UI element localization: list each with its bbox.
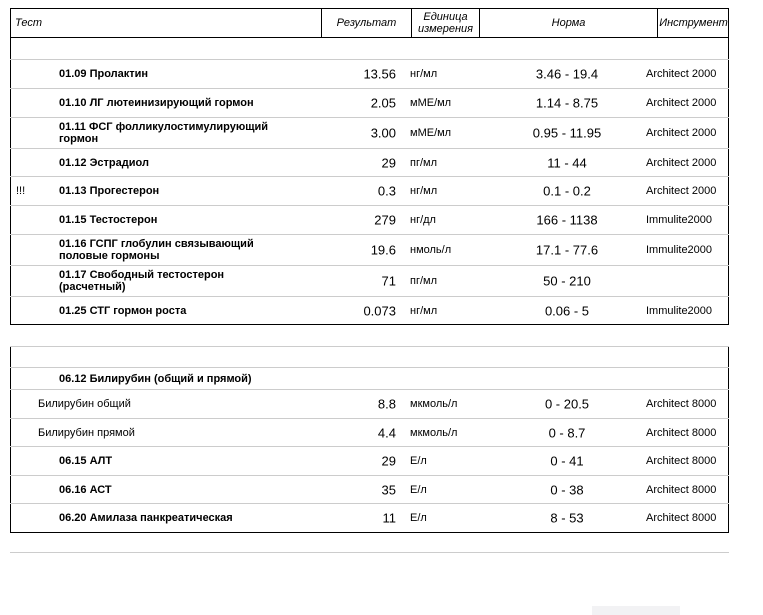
unit: мкмоль/л [410,398,458,410]
unit: нмоль/л [410,244,452,256]
biochemistry-section [10,346,729,533]
unit: нг/дл [410,214,436,226]
instrument: Immulite2000 [646,304,713,317]
test-name: 01.17 Свободный тестостерон (расчетный) [59,269,225,293]
instrument: Architect 8000 [646,455,717,467]
test-name: 01.09 Пролактин [59,68,149,80]
norm-range: 1.14 - 8.75 [535,95,599,111]
table-row [10,177,729,206]
header-instrument: Инструмент [657,9,729,37]
result-value: 71 [381,273,396,289]
norm-range: 166 - 1138 [536,212,598,228]
test-name: Билирубин общий [38,398,131,410]
blank-row [10,346,729,368]
instrument: Architect 8000 [646,512,717,524]
norm-range: 0 - 41 [550,453,584,469]
test-name: 01.10 ЛГ лютеинизирующий гормон [59,97,254,109]
header-result: Результат [321,9,411,37]
unit: мкмоль/л [410,426,458,439]
table-row [10,447,729,476]
test-name: 01.15 Тестостерон [59,214,158,226]
table-row [10,390,729,419]
result-value: 13.56 [363,66,396,82]
table-row [10,89,729,118]
test-name: 06.16 АСТ [59,483,112,496]
table-row [10,297,729,325]
result-value: 0.073 [363,303,396,318]
test-name: 06.20 Амилаза панкреатическая [59,512,233,524]
test-name: Билирубин прямой [38,426,135,439]
header-test: Тест [15,17,43,29]
result-value: 29 [381,453,396,469]
test-name: 01.13 Прогестерон [59,185,160,197]
unit: Е/л [410,455,427,467]
result-value: 3.00 [370,125,396,141]
table-row [10,419,729,447]
table-row [10,476,729,504]
blank-row [10,38,729,60]
signature-stamp [592,606,680,615]
test-name: 06.15 АЛТ [59,455,113,467]
instrument: Architect 2000 [646,68,717,80]
header-norm: Норма [479,9,657,37]
norm-range: 0.1 - 0.2 [543,183,591,199]
test-name: 01.11 ФСГ фолликулостимулирующий гормон [59,121,269,145]
unit: пг/мл [410,156,438,169]
norm-range: 8 - 53 [550,510,584,526]
test-name: 01.25 СТГ гормон роста [59,304,187,317]
table-header [10,8,729,38]
instrument: Architect 8000 [646,483,717,496]
norm-range: 0.06 - 5 [544,303,590,318]
test-name: 01.16 ГСПГ глобулин связывающий половые гормоны [59,238,254,262]
instrument: Immulite2000 [646,214,713,226]
table-row [10,235,729,266]
result-value: 2.05 [370,95,396,111]
table-row [10,206,729,235]
result-value: 35 [381,482,396,497]
instrument: Architect 8000 [646,426,717,439]
norm-range: 17.1 - 77.6 [535,242,599,258]
test-name: 01.12 Эстрадиол [59,156,149,169]
result-value: 19.6 [370,242,396,258]
instrument: Architect 2000 [646,97,717,109]
result-value: 11 [382,510,396,526]
header-unit: Единица измерения [411,9,479,37]
norm-range: 11 - 44 [547,155,587,170]
norm-range: 0.95 - 11.95 [532,125,602,141]
footer-divider [10,552,729,553]
result-value: 8.8 [377,396,396,412]
result-value: 0.3 [377,183,396,199]
instrument: Immulite2000 [646,244,713,256]
unit: Е/л [410,512,427,524]
hormone-section [10,38,729,325]
table-row [10,118,729,149]
table-row [10,266,729,297]
norm-range: 0 - 8.7 [548,425,586,440]
unit: нг/мл [410,185,438,197]
table-row [10,149,729,177]
result-value: 29 [381,155,396,170]
unit: нг/мл [410,304,438,317]
norm-range: 50 - 210 [543,273,591,289]
norm-range: 0 - 38 [550,482,584,497]
group-row [10,368,729,390]
unit: мМЕ/мл [410,127,452,139]
instrument: Architect 2000 [646,156,717,169]
table-row [10,504,729,533]
norm-range: 3.46 - 19.4 [535,66,599,82]
group-name: 06.12 Билирубин (общий и прямой) [59,372,252,385]
abnormal-flag: !!! [16,185,26,197]
unit: Е/л [410,483,427,496]
instrument: Architect 2000 [646,127,717,139]
unit: пг/мл [410,275,438,287]
norm-range: 0 - 20.5 [544,396,590,412]
unit: мМЕ/мл [410,97,452,109]
result-value: 4.4 [377,425,396,440]
instrument: Architect 8000 [646,398,717,410]
table-row [10,60,729,89]
instrument: Architect 2000 [646,185,717,197]
result-value: 279 [374,212,396,228]
unit: нг/мл [410,68,438,80]
